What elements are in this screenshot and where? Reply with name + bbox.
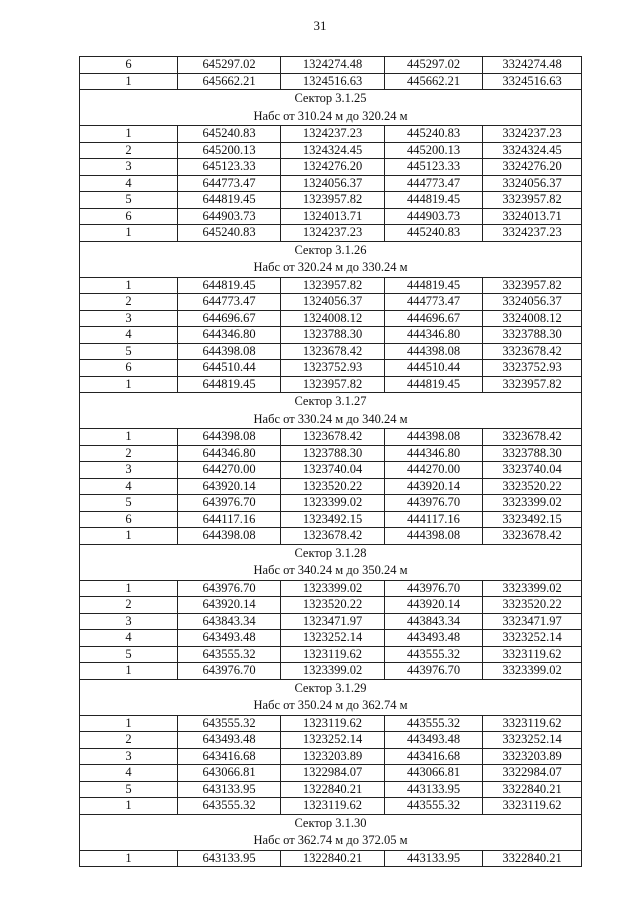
x-coordinate-cell: 644346.80	[178, 445, 281, 462]
y-local-coordinate-cell: 3322840.21	[483, 781, 582, 798]
x-local-coordinate-cell: 443066.81	[385, 765, 483, 782]
y-local-coordinate-cell: 3323252.14	[483, 630, 582, 647]
y-local-coordinate-cell: 3323203.89	[483, 748, 582, 765]
x-coordinate-cell: 645297.02	[178, 57, 281, 74]
table-row	[80, 781, 582, 798]
x-coordinate-cell: 643976.70	[178, 580, 281, 597]
sector-title: Сектор 3.1.25	[294, 91, 367, 105]
y-coordinate-cell: 1323399.02	[281, 580, 385, 597]
x-local-coordinate-cell: 444398.08	[385, 429, 483, 446]
point-number-cell: 1	[80, 126, 178, 143]
x-local-coordinate-cell: 443555.32	[385, 798, 483, 815]
x-coordinate-cell: 643555.32	[178, 646, 281, 663]
point-number-cell: 6	[80, 57, 178, 74]
x-local-coordinate-cell: 443555.32	[385, 715, 483, 732]
x-coordinate-cell: 644773.47	[178, 175, 281, 192]
y-local-coordinate-cell: 3323788.30	[483, 327, 582, 344]
y-local-coordinate-cell: 3324056.37	[483, 294, 582, 311]
y-local-coordinate-cell: 3324008.12	[483, 310, 582, 327]
point-number-cell: 2	[80, 445, 178, 462]
y-coordinate-cell: 1323520.22	[281, 478, 385, 495]
x-local-coordinate-cell: 444117.16	[385, 511, 483, 528]
table-row	[80, 495, 582, 512]
x-local-coordinate-cell: 444773.47	[385, 175, 483, 192]
point-number-cell: 1	[80, 798, 178, 815]
table-row	[80, 478, 582, 495]
sector-header-cell	[80, 241, 582, 277]
x-local-coordinate-cell: 444819.45	[385, 376, 483, 393]
x-coordinate-cell: 643133.95	[178, 781, 281, 798]
y-local-coordinate-cell: 3324324.45	[483, 142, 582, 159]
y-coordinate-cell: 1322984.07	[281, 765, 385, 782]
point-number-cell: 1	[80, 429, 178, 446]
sector-header-cell	[80, 544, 582, 580]
y-coordinate-cell: 1324013.71	[281, 208, 385, 225]
coordinates-table	[79, 56, 582, 867]
y-local-coordinate-cell: 3323678.42	[483, 528, 582, 545]
point-number-cell: 5	[80, 495, 178, 512]
point-number-cell: 3	[80, 159, 178, 176]
y-coordinate-cell: 1324324.45	[281, 142, 385, 159]
x-coordinate-cell: 644819.45	[178, 277, 281, 294]
x-coordinate-cell: 644346.80	[178, 327, 281, 344]
point-number-cell: 1	[80, 715, 178, 732]
x-coordinate-cell: 643066.81	[178, 765, 281, 782]
y-coordinate-cell: 1323678.42	[281, 528, 385, 545]
y-local-coordinate-cell: 3322840.21	[483, 850, 582, 867]
y-coordinate-cell: 1324008.12	[281, 310, 385, 327]
point-number-cell: 3	[80, 462, 178, 479]
x-local-coordinate-cell: 443493.48	[385, 630, 483, 647]
point-number-cell: 6	[80, 360, 178, 377]
table-row	[80, 663, 582, 680]
y-local-coordinate-cell: 3324237.23	[483, 126, 582, 143]
point-number-cell: 4	[80, 175, 178, 192]
table-row	[80, 376, 582, 393]
x-coordinate-cell: 643976.70	[178, 663, 281, 680]
coordinates-table-body	[80, 57, 582, 867]
table-row	[80, 57, 582, 74]
x-coordinate-cell: 645240.83	[178, 225, 281, 242]
y-coordinate-cell: 1323252.14	[281, 732, 385, 749]
table-row	[80, 850, 582, 867]
y-coordinate-cell: 1323678.42	[281, 429, 385, 446]
y-local-coordinate-cell: 3323520.22	[483, 478, 582, 495]
x-coordinate-cell: 645240.83	[178, 126, 281, 143]
table-row	[80, 225, 582, 242]
point-number-cell: 1	[80, 277, 178, 294]
point-number-cell: 2	[80, 732, 178, 749]
sector-header-cell	[80, 814, 582, 850]
y-coordinate-cell: 1323119.62	[281, 646, 385, 663]
x-local-coordinate-cell: 444819.45	[385, 192, 483, 209]
y-local-coordinate-cell: 3323252.14	[483, 732, 582, 749]
sector-header-cell	[80, 679, 582, 715]
y-coordinate-cell: 1323119.62	[281, 715, 385, 732]
table-row	[80, 597, 582, 614]
y-local-coordinate-cell: 3324274.48	[483, 57, 582, 74]
point-number-cell: 1	[80, 663, 178, 680]
point-number-cell: 5	[80, 646, 178, 663]
x-coordinate-cell: 643920.14	[178, 478, 281, 495]
x-local-coordinate-cell: 443976.70	[385, 495, 483, 512]
x-local-coordinate-cell: 443843.34	[385, 613, 483, 630]
x-coordinate-cell: 645662.21	[178, 73, 281, 90]
x-local-coordinate-cell: 444696.67	[385, 310, 483, 327]
y-coordinate-cell: 1323752.93	[281, 360, 385, 377]
x-local-coordinate-cell: 445123.33	[385, 159, 483, 176]
table-row	[80, 360, 582, 377]
table-row	[80, 462, 582, 479]
table-row	[80, 310, 582, 327]
y-local-coordinate-cell: 3323678.42	[483, 343, 582, 360]
y-local-coordinate-cell: 3324276.20	[483, 159, 582, 176]
x-coordinate-cell: 644117.16	[178, 511, 281, 528]
x-coordinate-cell: 643976.70	[178, 495, 281, 512]
y-local-coordinate-cell: 3323471.97	[483, 613, 582, 630]
point-number-cell: 5	[80, 781, 178, 798]
x-local-coordinate-cell: 443133.95	[385, 781, 483, 798]
page-number: 31	[313, 18, 327, 33]
x-local-coordinate-cell: 444819.45	[385, 277, 483, 294]
table-row	[80, 613, 582, 630]
x-local-coordinate-cell: 444346.80	[385, 445, 483, 462]
table-row	[80, 175, 582, 192]
y-local-coordinate-cell: 3323492.15	[483, 511, 582, 528]
sector-altitude-range: Набс от 310.24 м до 320.24 м	[253, 108, 408, 123]
x-coordinate-cell: 644398.08	[178, 528, 281, 545]
point-number-cell: 1	[80, 580, 178, 597]
table-row	[80, 294, 582, 311]
x-coordinate-cell: 643493.48	[178, 732, 281, 749]
y-local-coordinate-cell: 3324516.63	[483, 73, 582, 90]
x-coordinate-cell: 643416.68	[178, 748, 281, 765]
x-coordinate-cell: 644696.67	[178, 310, 281, 327]
y-local-coordinate-cell: 3323678.42	[483, 429, 582, 446]
y-coordinate-cell: 1323957.82	[281, 192, 385, 209]
x-coordinate-cell: 644398.08	[178, 429, 281, 446]
sector-altitude-range: Набс от 362.74 м до 372.05 м	[253, 833, 408, 847]
sector-altitude-range: Набс от 330.24 м до 340.24 м	[253, 411, 408, 426]
x-coordinate-cell: 643920.14	[178, 597, 281, 614]
y-local-coordinate-cell: 3323520.22	[483, 597, 582, 614]
y-local-coordinate-cell: 3324013.71	[483, 208, 582, 225]
y-coordinate-cell: 1323957.82	[281, 376, 385, 393]
sector-altitude-range: Набс от 350.24 м до 362.74 м	[253, 698, 408, 712]
sector-title: Сектор 3.1.30	[294, 815, 367, 830]
y-coordinate-cell: 1323252.14	[281, 630, 385, 647]
table-row	[80, 343, 582, 360]
x-coordinate-cell: 644819.45	[178, 376, 281, 393]
y-coordinate-cell: 1322840.21	[281, 781, 385, 798]
sector-header-row	[80, 814, 582, 850]
x-local-coordinate-cell: 444398.08	[385, 528, 483, 545]
sector-header-row	[80, 90, 582, 126]
y-coordinate-cell: 1323957.82	[281, 277, 385, 294]
x-coordinate-cell: 645200.13	[178, 142, 281, 159]
y-coordinate-cell: 1324516.63	[281, 73, 385, 90]
x-local-coordinate-cell: 443976.70	[385, 663, 483, 680]
y-local-coordinate-cell: 3323957.82	[483, 376, 582, 393]
sector-title: Сектор 3.1.27	[294, 394, 367, 408]
y-local-coordinate-cell: 3323119.62	[483, 715, 582, 732]
y-coordinate-cell: 1324274.48	[281, 57, 385, 74]
sector-altitude-range: Набс от 320.24 м до 330.24 м	[253, 260, 408, 274]
point-number-cell: 1	[80, 376, 178, 393]
x-coordinate-cell: 643555.32	[178, 715, 281, 732]
x-coordinate-cell: 644819.45	[178, 192, 281, 209]
table-row	[80, 73, 582, 90]
point-number-cell: 6	[80, 511, 178, 528]
y-coordinate-cell: 1323119.62	[281, 798, 385, 815]
table-row	[80, 445, 582, 462]
table-row	[80, 765, 582, 782]
x-local-coordinate-cell: 443920.14	[385, 597, 483, 614]
point-number-cell: 5	[80, 192, 178, 209]
table-row	[80, 511, 582, 528]
x-coordinate-cell: 644773.47	[178, 294, 281, 311]
x-local-coordinate-cell: 443493.48	[385, 732, 483, 749]
y-coordinate-cell: 1324056.37	[281, 175, 385, 192]
sector-header-cell	[80, 90, 582, 126]
x-coordinate-cell: 645123.33	[178, 159, 281, 176]
x-coordinate-cell: 643555.32	[178, 798, 281, 815]
table-row	[80, 748, 582, 765]
table-row	[80, 327, 582, 344]
x-coordinate-cell: 643493.48	[178, 630, 281, 647]
x-local-coordinate-cell: 444346.80	[385, 327, 483, 344]
x-coordinate-cell: 644510.44	[178, 360, 281, 377]
table-row	[80, 159, 582, 176]
x-local-coordinate-cell: 444510.44	[385, 360, 483, 377]
point-number-cell: 3	[80, 310, 178, 327]
y-coordinate-cell: 1323740.04	[281, 462, 385, 479]
y-local-coordinate-cell: 3323399.02	[483, 580, 582, 597]
table-row	[80, 208, 582, 225]
sector-header-row	[80, 393, 582, 429]
y-coordinate-cell: 1323203.89	[281, 748, 385, 765]
y-coordinate-cell: 1324056.37	[281, 294, 385, 311]
sector-title: Сектор 3.1.26	[294, 242, 367, 257]
point-number-cell: 1	[80, 225, 178, 242]
point-number-cell: 1	[80, 528, 178, 545]
y-local-coordinate-cell: 3322984.07	[483, 765, 582, 782]
x-coordinate-cell: 643133.95	[178, 850, 281, 867]
point-number-cell: 5	[80, 343, 178, 360]
point-number-cell: 3	[80, 748, 178, 765]
x-coordinate-cell: 644903.73	[178, 208, 281, 225]
y-local-coordinate-cell: 3323399.02	[483, 663, 582, 680]
x-local-coordinate-cell: 445297.02	[385, 57, 483, 74]
y-coordinate-cell: 1323492.15	[281, 511, 385, 528]
y-local-coordinate-cell: 3323957.82	[483, 277, 582, 294]
x-coordinate-cell: 644270.00	[178, 462, 281, 479]
table-row	[80, 798, 582, 815]
point-number-cell: 4	[80, 630, 178, 647]
x-coordinate-cell: 643843.34	[178, 613, 281, 630]
y-coordinate-cell: 1323471.97	[281, 613, 385, 630]
table-row	[80, 732, 582, 749]
table-row	[80, 142, 582, 159]
point-number-cell: 6	[80, 208, 178, 225]
y-coordinate-cell: 1323788.30	[281, 327, 385, 344]
y-local-coordinate-cell: 3323752.93	[483, 360, 582, 377]
point-number-cell: 2	[80, 142, 178, 159]
x-local-coordinate-cell: 445240.83	[385, 126, 483, 143]
table-row	[80, 715, 582, 732]
x-local-coordinate-cell: 443976.70	[385, 580, 483, 597]
x-local-coordinate-cell: 444773.47	[385, 294, 483, 311]
y-coordinate-cell: 1323399.02	[281, 663, 385, 680]
point-number-cell: 1	[80, 73, 178, 90]
table-row	[80, 580, 582, 597]
y-local-coordinate-cell: 3324237.23	[483, 225, 582, 242]
x-local-coordinate-cell: 443555.32	[385, 646, 483, 663]
y-coordinate-cell: 1324237.23	[281, 225, 385, 242]
sector-header-cell	[80, 393, 582, 429]
y-coordinate-cell: 1323788.30	[281, 445, 385, 462]
point-number-cell: 4	[80, 765, 178, 782]
point-number-cell: 3	[80, 613, 178, 630]
sector-header-row	[80, 241, 582, 277]
table-row	[80, 192, 582, 209]
x-local-coordinate-cell: 443920.14	[385, 478, 483, 495]
y-coordinate-cell: 1324237.23	[281, 126, 385, 143]
table-row	[80, 528, 582, 545]
x-local-coordinate-cell: 444398.08	[385, 343, 483, 360]
point-number-cell: 1	[80, 850, 178, 867]
y-coordinate-cell: 1323678.42	[281, 343, 385, 360]
y-coordinate-cell: 1324276.20	[281, 159, 385, 176]
table-row	[80, 429, 582, 446]
point-number-cell: 2	[80, 294, 178, 311]
point-number-cell: 4	[80, 327, 178, 344]
x-local-coordinate-cell: 444903.73	[385, 208, 483, 225]
x-local-coordinate-cell: 443133.95	[385, 850, 483, 867]
y-local-coordinate-cell: 3323119.62	[483, 798, 582, 815]
table-row	[80, 646, 582, 663]
x-local-coordinate-cell: 445240.83	[385, 225, 483, 242]
sector-altitude-range: Набс от 340.24 м до 350.24 м	[253, 563, 408, 577]
x-coordinate-cell: 644398.08	[178, 343, 281, 360]
y-local-coordinate-cell: 3323740.04	[483, 462, 582, 479]
x-local-coordinate-cell: 443416.68	[385, 748, 483, 765]
point-number-cell: 2	[80, 597, 178, 614]
sector-title: Сектор 3.1.29	[294, 680, 367, 695]
y-local-coordinate-cell: 3323119.62	[483, 646, 582, 663]
sector-header-row	[80, 679, 582, 715]
table-row	[80, 630, 582, 647]
sector-title: Сектор 3.1.28	[294, 545, 367, 560]
x-local-coordinate-cell: 445200.13	[385, 142, 483, 159]
sector-header-row	[80, 544, 582, 580]
table-row	[80, 277, 582, 294]
x-local-coordinate-cell: 445662.21	[385, 73, 483, 90]
y-local-coordinate-cell: 3323399.02	[483, 495, 582, 512]
y-coordinate-cell: 1322840.21	[281, 850, 385, 867]
y-local-coordinate-cell: 3323957.82	[483, 192, 582, 209]
y-coordinate-cell: 1323520.22	[281, 597, 385, 614]
y-local-coordinate-cell: 3324056.37	[483, 175, 582, 192]
y-coordinate-cell: 1323399.02	[281, 495, 385, 512]
point-number-cell: 4	[80, 478, 178, 495]
table-row	[80, 126, 582, 143]
x-local-coordinate-cell: 444270.00	[385, 462, 483, 479]
y-local-coordinate-cell: 3323788.30	[483, 445, 582, 462]
